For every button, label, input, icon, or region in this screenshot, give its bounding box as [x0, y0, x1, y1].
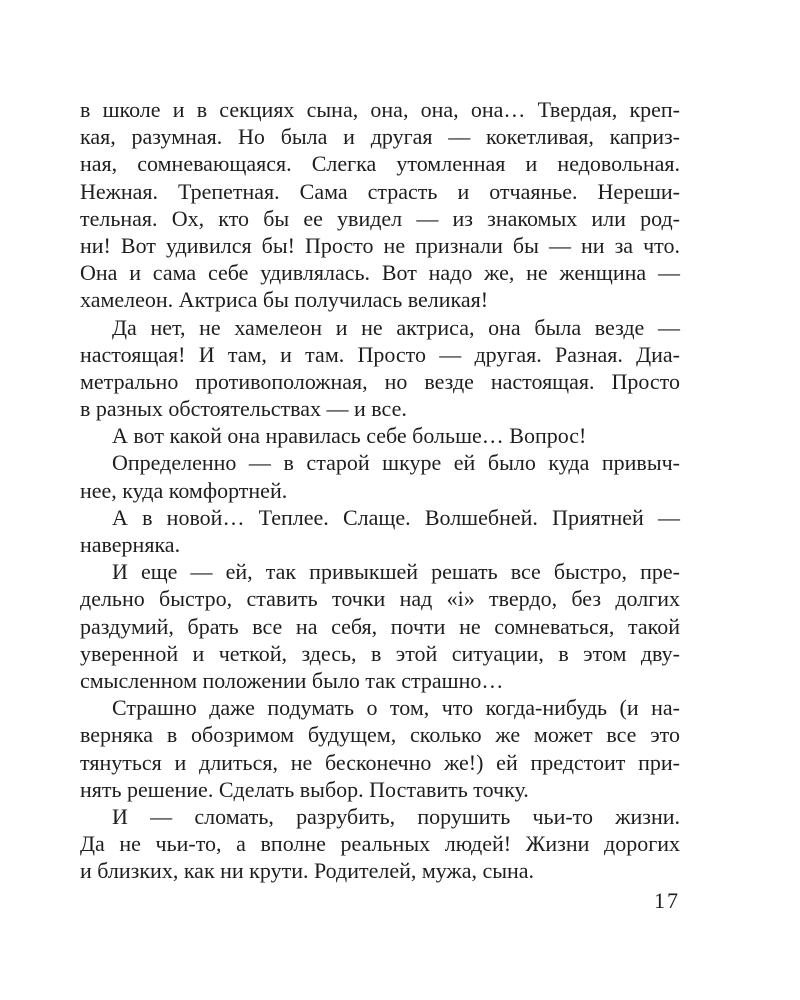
page-number: 17	[654, 888, 680, 913]
text-line: верняка в обозримом будущем, сколько же может все это	[80, 722, 680, 748]
paragraph	[80, 694, 680, 803]
text-line: нять решение. Сделать выбор. Поставить точку.	[80, 776, 529, 802]
paragraph	[80, 504, 680, 558]
text-line: в разных обстоятельствах — и все.	[80, 396, 407, 422]
text-line: раздумий, брать все на себя, почти не сомневаться, такой	[80, 613, 680, 639]
text-line: настоящая! И там, и там. Просто — другая. Разная. Диа-	[80, 341, 680, 367]
paragraph	[80, 314, 680, 423]
paragraph	[80, 449, 680, 503]
text-line: Страшно даже подумать о том, что когда-нибудь (и на-	[112, 695, 680, 721]
text-line: И — сломать, разрубить, порушить чьи-то жизни.	[112, 803, 680, 829]
text-line: Она и сама себе удивлялась. Вот надо же, не женщина —	[80, 260, 680, 286]
text-line: нее, куда комфортней.	[80, 477, 288, 503]
text-line: метрально противоположная, но везде настоящая. Просто	[80, 368, 680, 394]
body-text	[80, 96, 680, 884]
text-line: Определенно — в старой шкуре ей было куда привыч-	[112, 450, 680, 476]
text-line: А в новой… Теплее. Слаще. Волшебней. Приятней —	[112, 504, 680, 530]
text-line: смысленном положении было так страшно…	[80, 667, 504, 693]
text-line: уверенной и четкой, здесь, в этой ситуации, в этом дву-	[80, 640, 680, 666]
text-line: в школе и в секциях сына, она, она, она… Твердая, креп-	[80, 97, 680, 122]
paragraph	[80, 422, 680, 449]
text-line: Нежная. Трепетная. Сама страсть и отчаянье. Нереши-	[80, 178, 680, 204]
paragraph	[80, 96, 680, 314]
text-line: тянуться и длиться, не бесконечно же!) ей предстоит при-	[80, 749, 680, 775]
text-line: дельно быстро, ставить точки над «i» твердо, без долгих	[80, 586, 680, 612]
text-line: кая, разумная. Но была и другая — кокетливая, каприз-	[80, 124, 680, 150]
text-line: тельная. Ох, кто бы ее увидел — из знакомых или род-	[80, 205, 680, 231]
text-line: ная, сомневающаяся. Слегка утомленная и недовольная.	[80, 151, 680, 177]
paragraph	[80, 803, 680, 885]
text-line: А вот какой она нравилась себе больше… Вопрос!	[112, 423, 587, 449]
paragraph	[80, 558, 680, 694]
text-line: и близких, как ни крути. Родителей, мужа, сына.	[80, 858, 535, 884]
text-line: наверняка.	[80, 532, 181, 557]
text-line: И еще — ей, так привыкшей решать все быстро, пре-	[112, 559, 680, 585]
text-line: ни! Вот удивился бы! Просто не признали бы — ни за что.	[80, 232, 680, 258]
text-line: Да не чьи-то, а вполне реальных людей! Жизни дорогих	[80, 831, 680, 857]
text-line: Да нет, не хамелеон и не актриса, она была везде —	[112, 314, 680, 340]
text-line: хамелеон. Актриса бы получилась великая!	[80, 287, 489, 313]
